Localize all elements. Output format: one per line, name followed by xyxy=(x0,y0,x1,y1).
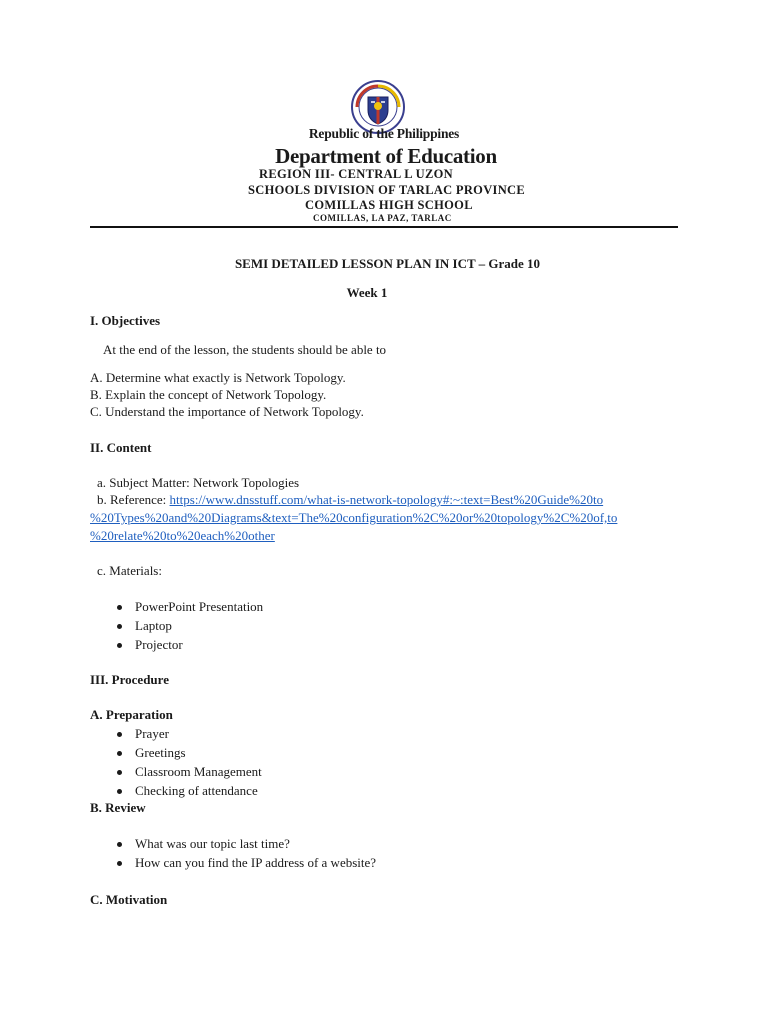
list-item: How can you find the IP address of a website? xyxy=(135,855,377,870)
reference-link-continued[interactable]: %20relate%20to%20each%20other xyxy=(90,528,275,543)
bullet-icon xyxy=(117,861,122,866)
reference-link[interactable]: https://www.dnsstuff.com/what-is-network-topology#:~:text=Best%20Guide%20to xyxy=(169,492,604,507)
list-item: Checking of attendance xyxy=(135,783,258,798)
content-heading: II. Content xyxy=(90,440,152,455)
bullet-icon xyxy=(117,624,122,629)
reference-link-continued[interactable]: %20Types%20and%20Diagrams&text=The%20configuration%2C%20or%20topology%2C%20of,to xyxy=(90,510,618,525)
list-item: Greetings xyxy=(135,745,186,760)
bullet-icon xyxy=(117,751,122,756)
division-line: SCHOOLS DIVISION OF TARLAC PROVINCE xyxy=(248,183,525,197)
objective-item: B. Explain the concept of Network Topology. xyxy=(90,387,327,402)
preparation-heading: A. Preparation xyxy=(90,707,173,722)
region-line: REGION III- CENTRAL L UZON xyxy=(259,167,453,181)
objective-item: C. Understand the importance of Network Topology. xyxy=(90,404,364,419)
week-label: Week 1 xyxy=(346,285,388,300)
reference-label: b. Reference: xyxy=(97,492,170,507)
bullet-icon xyxy=(117,732,122,737)
bullet-icon xyxy=(117,605,122,610)
lesson-plan-title: SEMI DETAILED LESSON PLAN IN ICT – Grade 10 xyxy=(234,256,541,271)
list-item: PowerPoint Presentation xyxy=(135,599,264,614)
objectives-intro: At the end of the lesson, the students should be able to xyxy=(103,342,387,357)
list-item: What was our topic last time? xyxy=(135,836,290,851)
list-item: Classroom Management xyxy=(135,764,262,779)
review-heading: B. Review xyxy=(90,800,146,815)
subject-matter: a. Subject Matter: Network Topologies xyxy=(97,475,300,490)
materials-label: c. Materials: xyxy=(97,563,162,578)
department-heading: Department of Education xyxy=(275,144,497,168)
bullet-icon xyxy=(117,842,122,847)
bullet-icon xyxy=(117,770,122,775)
republic-heading: Republic of the Philippines xyxy=(308,126,460,141)
school-line: COMILLAS HIGH SCHOOL xyxy=(305,198,473,212)
procedure-heading: III. Procedure xyxy=(90,672,169,687)
objective-item: A. Determine what exactly is Network Topology. xyxy=(90,370,346,385)
list-item: Prayer xyxy=(135,726,169,741)
reference-line xyxy=(97,492,603,508)
bullet-icon xyxy=(117,789,122,794)
header-divider xyxy=(90,226,678,228)
address-line: COMILLAS, LA PAZ, TARLAC xyxy=(313,213,452,223)
bullet-icon xyxy=(117,643,122,648)
list-item: Laptop xyxy=(135,618,172,633)
objectives-heading: I. Objectives xyxy=(90,313,161,328)
list-item: Projector xyxy=(135,637,183,652)
motivation-heading: C. Motivation xyxy=(90,892,168,907)
